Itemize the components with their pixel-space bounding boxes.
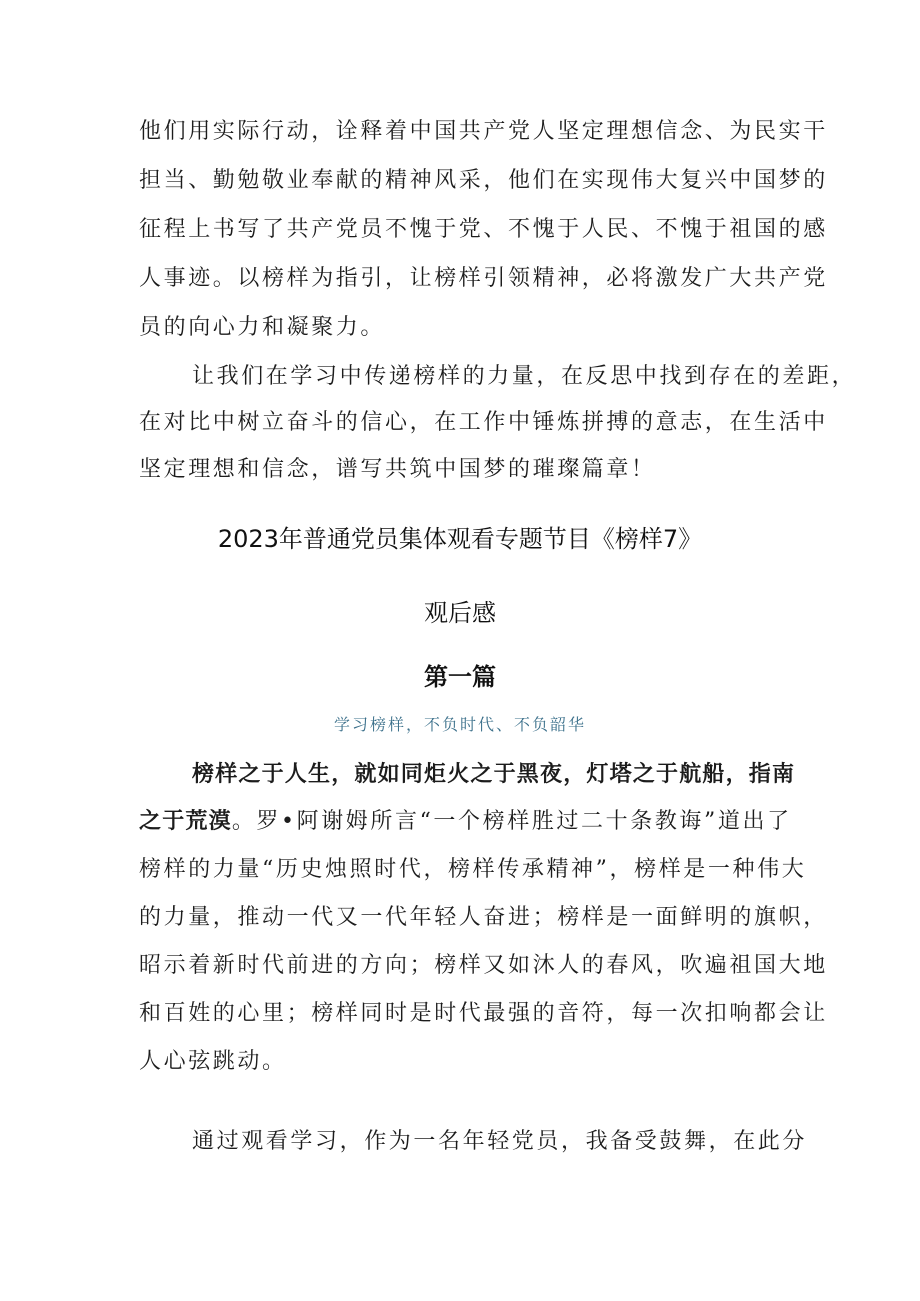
paragraph-3-lead: 榜样之于人生，就如同炬火之于黑夜，灯塔之于航船，指南 [192,762,796,787]
paragraph-3-line-2 [139,807,792,837]
paragraph-1-line-2: 担当、勤勉敬业奉献的精神风采，他们在实现伟大复兴中国梦的 [139,168,828,193]
paragraph-2-line-3: 坚定理想和信念，谱写共筑中国梦的璀璨篇章！ [139,457,656,482]
paragraph-1-line-4: 人事迹。以榜样为指引，让榜样引领精神，必将激发广大共产党 [139,266,828,291]
paragraph-4-line-1: 通过观看学习，作为一名年轻党员，我备受鼓舞，在此分 [192,1129,808,1154]
paragraph-3-line-3: 榜样的力量“历史烛照时代，榜样传承精神”，榜样是一种伟大 [139,857,807,882]
paragraph-3-line-4: 的力量，推动一代又一代年轻人奋进；榜样是一面鲜明的旗帜， [139,905,828,930]
paragraph-2-line-1: 让我们在学习中传递榜样的力量，在反思中找到存在的差距， [192,364,857,389]
paragraph-3-line-7: 人心弦跳动。 [139,1049,287,1074]
article-title-line-2: 观后感 [424,599,496,627]
paragraph-3-lead-end: 之于荒漠 [139,809,232,834]
part-subtitle: 学习榜样，不负时代、不负韶华 [333,715,586,734]
paragraph-3-line-5: 昭示着新时代前进的方向；榜样又如沐人的春风，吹遍祖国大地 [139,953,828,978]
article-title: 2023年普通党员集体观看专题节目《榜样7》 [217,525,703,553]
paragraph-1-line-3: 征程上书写了共产党员不愧于党、不愧于人民、不愧于祖国的感 [139,217,828,242]
paragraph-2-line-2: 在对比中树立奋斗的信心，在工作中锤炼拼搏的意志，在生活中 [139,410,828,435]
paragraph-1-line-5: 员的向心力和凝聚力。 [139,315,386,340]
paragraph-1-line-1: 他们用实际行动，诠释着中国共产党人坚定理想信念、为民实干 [139,119,828,144]
paragraph-3-line-2-text: 。罗•阿谢姆所言“一个榜样胜过二十条教诲”道出了 [231,809,792,834]
paragraph-3-line-6: 和百姓的心里；榜样同时是时代最强的音符，每一次扣响都会让 [139,1001,828,1026]
part-title: 第一篇 [424,663,496,691]
